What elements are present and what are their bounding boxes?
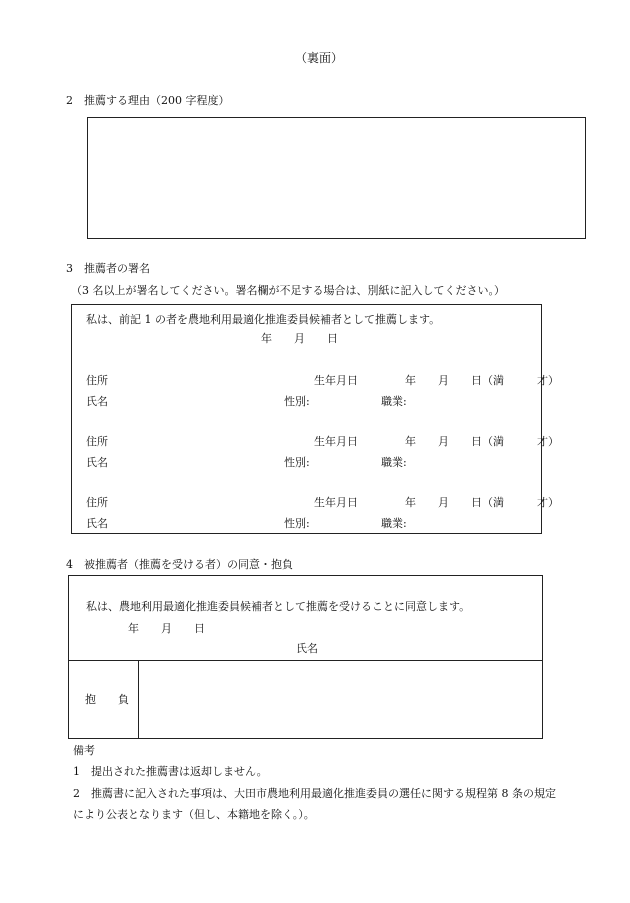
name-label: 氏名 xyxy=(86,395,108,408)
remarks-item2-line2: により公表となります（但し、本籍地を除く。）。 xyxy=(73,808,315,821)
consent-box xyxy=(68,575,543,739)
consent-date[interactable]: 年 月 日 xyxy=(128,622,205,635)
recommender-statement: 私は、前記 1 の者を農地利用最適化推進委員候補者として推薦します。 xyxy=(86,313,441,326)
remarks-item1: 1 提出された推薦書は返却しません。 xyxy=(73,765,268,778)
gender-label: 性別: xyxy=(284,456,310,469)
section2-heading: 2 推薦する理由（200 字程度） xyxy=(66,94,230,107)
occupation-label: 職業: xyxy=(381,517,407,530)
gender-label: 性別: xyxy=(284,395,310,408)
address-label: 住所 xyxy=(86,496,108,509)
consent-statement: 私は、農地利用最適化推進委員候補者として推薦を受けることに同意します。 xyxy=(86,600,471,613)
remarks-item2-line1: 2 推薦書に記入された事項は、大田市農地利用最適化推進委員の選任に関する規程第 8 条の規定 xyxy=(73,787,556,800)
birthdate-label: 生年月日 xyxy=(314,496,358,509)
section3-heading: 3 推薦者の署名 xyxy=(66,262,150,275)
name-label: 氏名 xyxy=(86,517,108,530)
aspiration-label: 抱 負 xyxy=(85,693,129,706)
gender-label: 性別: xyxy=(284,517,310,530)
occupation-label: 職業: xyxy=(381,395,407,408)
remarks-heading: 備考 xyxy=(73,744,95,757)
consent-name-label: 氏名 xyxy=(296,642,318,655)
recommender-date[interactable]: 年 月 日 xyxy=(261,332,338,345)
address-label: 住所 xyxy=(86,374,108,387)
reason-textbox[interactable] xyxy=(87,117,586,239)
birthdate-label: 生年月日 xyxy=(314,374,358,387)
address-label: 住所 xyxy=(86,435,108,448)
aspiration-input[interactable] xyxy=(139,661,542,738)
name-label: 氏名 xyxy=(86,456,108,469)
occupation-label: 職業: xyxy=(381,456,407,469)
birthdate-value[interactable]: 年 月 日（満 才） xyxy=(405,435,559,448)
recommender-signature-box xyxy=(71,304,559,534)
page-header: （裏面） xyxy=(295,51,344,65)
section4-heading: 4 被推薦者（推薦を受ける者）の同意・抱負 xyxy=(66,558,293,571)
birthdate-value[interactable]: 年 月 日（満 才） xyxy=(405,374,559,387)
birthdate-value[interactable]: 年 月 日（満 才） xyxy=(405,496,559,509)
section3-note: （3 名以上が署名してください。署名欄が不足する場合は、別紙に記入してください。） xyxy=(71,284,505,297)
birthdate-label: 生年月日 xyxy=(314,435,358,448)
